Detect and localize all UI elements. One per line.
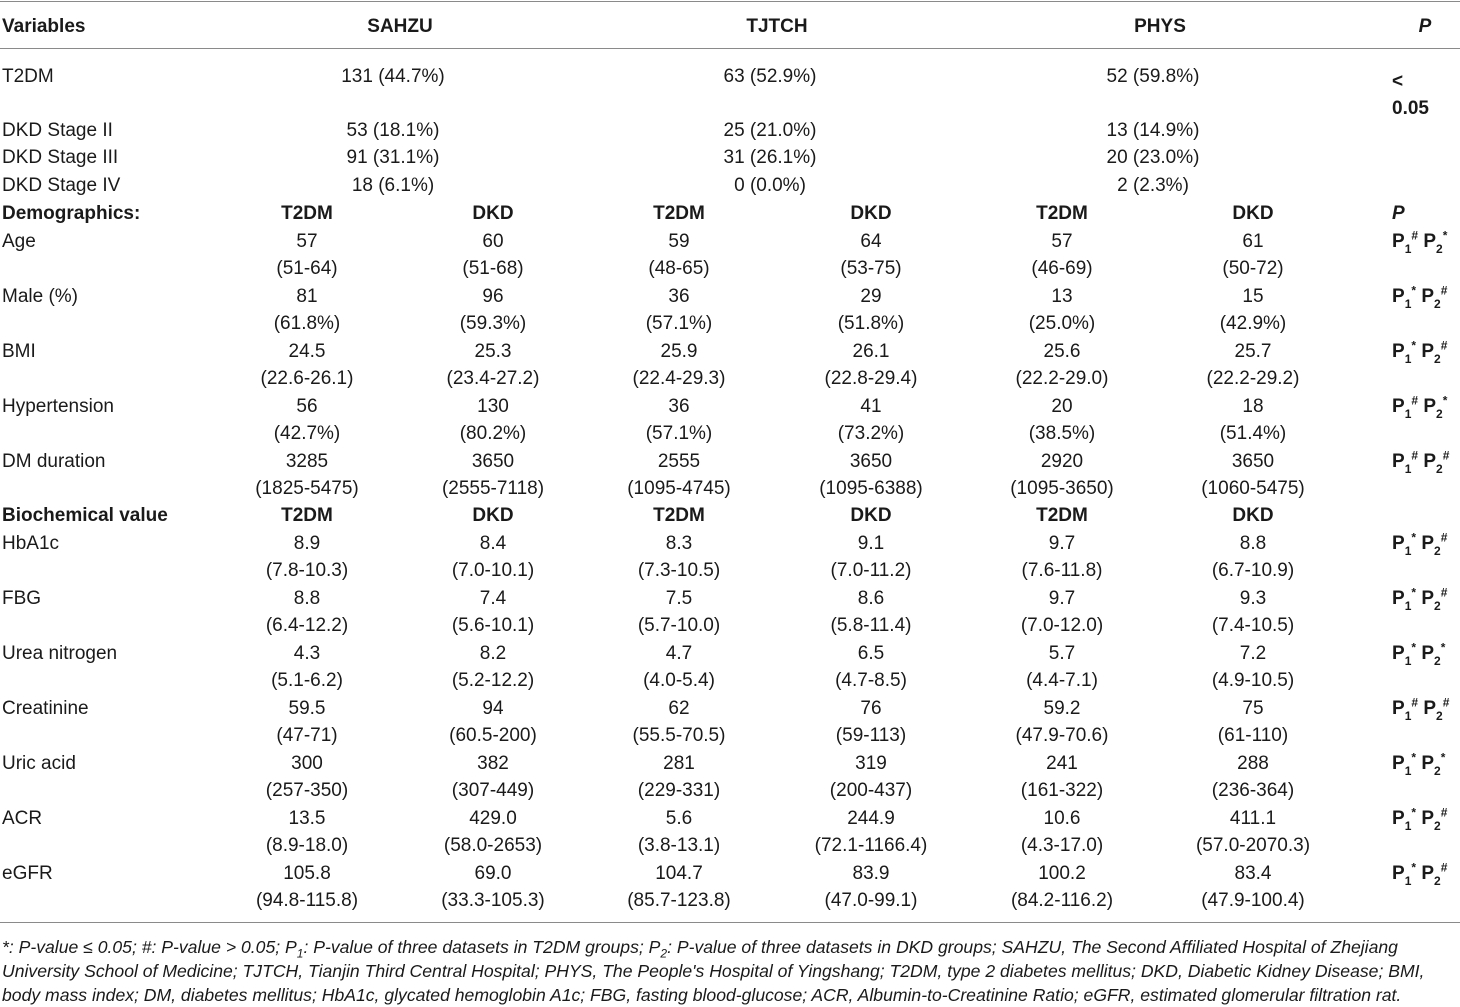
site-row-value: 53 (18.1%) xyxy=(346,120,440,141)
row-value: 8.2 xyxy=(479,642,507,664)
row-range: (4.7-8.5) xyxy=(835,670,907,691)
row-value: 300 xyxy=(291,752,323,774)
row-range: (47-71) xyxy=(276,725,338,746)
row-value: 7.2 xyxy=(1239,642,1267,664)
row-value: 36 xyxy=(668,395,690,417)
row-value: 130 xyxy=(477,395,509,417)
row-label: DM duration xyxy=(2,450,106,472)
row-range: (1095-6388) xyxy=(819,478,923,499)
row-range: (5.1-6.2) xyxy=(271,670,343,691)
row-value: 59.5 xyxy=(288,697,326,719)
row-range: (6.4-12.2) xyxy=(265,615,349,636)
row-value: 25.9 xyxy=(660,340,698,362)
row-range: (307-449) xyxy=(451,780,535,801)
site-row-value: 18 (6.1%) xyxy=(351,175,435,196)
row-label: eGFR xyxy=(2,862,53,884)
row-p-marks: $P_1^*$ $P_2^{\#}$ xyxy=(1392,530,1448,559)
row-range: (61.8%) xyxy=(273,313,341,334)
row-p-marks: $P_1^*$ $P_2^*$ xyxy=(1392,640,1446,669)
row-range: (4.9-10.5) xyxy=(1211,670,1295,691)
row-label: Hypertension xyxy=(2,395,114,417)
row-range: (59.3%) xyxy=(459,313,527,334)
row-value: 59.2 xyxy=(1043,697,1081,719)
row-range: (57.0-2070.3) xyxy=(1195,835,1311,856)
row-range: (50-72) xyxy=(1222,258,1284,279)
header-rule xyxy=(0,48,1460,49)
group-header: T2DM xyxy=(1036,505,1088,526)
row-range: (4.3-17.0) xyxy=(1020,835,1104,856)
row-range: (5.7-10.0) xyxy=(637,615,721,636)
row-range: (7.3-10.5) xyxy=(637,560,721,581)
row-value: 75 xyxy=(1242,697,1264,719)
row-value: 29 xyxy=(860,285,882,307)
header-site-phys: PHYS xyxy=(1134,16,1186,37)
site-row-value: 13 (14.9%) xyxy=(1106,120,1200,141)
site-row-label: DKD Stage IV xyxy=(2,175,121,196)
row-range: (22.2-29.2) xyxy=(1206,368,1300,389)
row-range: (25.0%) xyxy=(1028,313,1096,334)
row-range: (47.9-70.6) xyxy=(1015,725,1109,746)
row-label: ACR xyxy=(2,807,43,829)
site-row-label: T2DM xyxy=(2,66,54,87)
row-value: 7.5 xyxy=(665,587,693,609)
row-range: (33.3-105.3) xyxy=(441,890,545,911)
row-label: Uric acid xyxy=(2,752,76,774)
row-value: 81 xyxy=(296,285,318,307)
row-range: (47.0-99.1) xyxy=(824,890,918,911)
row-value: 2555 xyxy=(657,450,701,472)
row-p-marks: $P_1^*$ $P_2^{\#}$ xyxy=(1392,805,1448,834)
row-p-marks: $P_1^*$ $P_2^*$ xyxy=(1392,750,1446,779)
row-value: 8.3 xyxy=(665,532,693,554)
row-value: 18 xyxy=(1242,395,1264,417)
row-value: 60 xyxy=(482,230,504,252)
row-p-marks: $P_1^{\#}$ $P_2^{\#}$ xyxy=(1392,448,1450,477)
row-value: 13 xyxy=(1051,285,1073,307)
row-value: 105.8 xyxy=(283,862,331,884)
row-value: 20 xyxy=(1051,395,1073,417)
row-value: 13.5 xyxy=(288,807,326,829)
row-value: 6.5 xyxy=(857,642,885,664)
group-header: DKD xyxy=(1232,505,1274,526)
row-range: (72.1-1166.4) xyxy=(814,835,928,856)
row-range: (7.4-10.5) xyxy=(1211,615,1295,636)
row-value: 5.6 xyxy=(665,807,693,829)
row-label: Urea nitrogen xyxy=(2,642,118,664)
row-label: BMI xyxy=(2,340,36,362)
row-range: (5.6-10.1) xyxy=(451,615,535,636)
row-value: 4.3 xyxy=(293,642,321,664)
row-range: (23.4-27.2) xyxy=(446,368,540,389)
row-value: 15 xyxy=(1242,285,1264,307)
row-p-marks: $P_1^*$ $P_2^{\#}$ xyxy=(1392,338,1448,367)
row-value: 3285 xyxy=(285,450,329,472)
group-header: DKD xyxy=(850,203,892,224)
site-row-value: 52 (59.8%) xyxy=(1106,66,1200,87)
row-range: (51-64) xyxy=(276,258,338,279)
row-range: (5.8-11.4) xyxy=(830,615,912,636)
row-value: 64 xyxy=(860,230,882,252)
row-value: 4.7 xyxy=(665,642,693,664)
row-value: 62 xyxy=(668,697,690,719)
row-value: 3650 xyxy=(471,450,515,472)
site-row-value: 31 (26.1%) xyxy=(723,147,817,168)
row-value: 241 xyxy=(1046,752,1078,774)
row-value: 69.0 xyxy=(474,862,512,884)
row-value: 8.8 xyxy=(1239,532,1267,554)
table-footnote: *: P-value ≤ 0.05; #: P-value > 0.05; $P_1$: P-value of three datasets in T2DM groups; $P_2$: P-value of three datasets in DKD groups; SAHZU, The Second Affiliated Hospital of Zhejiang University School of Medicine; TJTCH, Tianjin Third Central Hospital; PHYS, The People's Hospital of Yingshang; T2DM, type 2 diabetes mellitus; DKD, Diabetic Kidney Disease; BMI, body mass index; DM, diabetes mellitus; HbA1c, glycated hemoglobin A1c; FBG, fasting blood-glucose; ACR, Albumin-to-Creatinine Ratio; eGFR, estimated glomerular filtration rat. xyxy=(2,937,1425,1005)
row-label: Creatinine xyxy=(2,697,89,719)
row-range: (22.4-29.3) xyxy=(632,368,726,389)
row-value: 36 xyxy=(668,285,690,307)
group-header: DKD xyxy=(472,203,514,224)
row-value: 83.9 xyxy=(852,862,890,884)
row-p-marks: $P_1^*$ $P_2^{\#}$ xyxy=(1392,860,1448,889)
row-value: 411.1 xyxy=(1229,807,1277,829)
row-value: 56 xyxy=(296,395,318,417)
group-header: T2DM xyxy=(281,203,333,224)
site-row-value: 25 (21.0%) xyxy=(723,120,817,141)
row-p-marks: $P_1^{\#}$ $P_2^*$ xyxy=(1392,393,1448,422)
row-label: Age xyxy=(2,230,36,252)
site-row-value: 91 (31.1%) xyxy=(346,147,440,168)
row-range: (94.8-115.8) xyxy=(255,890,359,911)
row-value: 96 xyxy=(482,285,504,307)
row-range: (1060-5475) xyxy=(1201,478,1305,499)
row-value: 8.6 xyxy=(857,587,885,609)
row-range: (257-350) xyxy=(265,780,349,801)
row-range: (59-113) xyxy=(835,725,907,746)
row-value: 319 xyxy=(855,752,887,774)
row-range: (57.1%) xyxy=(645,313,713,334)
site-row-label: DKD Stage III xyxy=(2,147,119,168)
row-range: (53-75) xyxy=(840,258,902,279)
site-row-value: 20 (23.0%) xyxy=(1106,147,1200,168)
row-value: 9.1 xyxy=(857,532,885,554)
row-label: FBG xyxy=(2,587,42,609)
row-value: 57 xyxy=(296,230,318,252)
header-site-sahzu: SAHZU xyxy=(367,16,433,37)
row-range: (46-69) xyxy=(1031,258,1093,279)
row-value: 8.9 xyxy=(293,532,321,554)
row-value: 244.9 xyxy=(847,807,895,829)
row-range: (85.7-123.8) xyxy=(627,890,731,911)
site-row-value: 0 (0.0%) xyxy=(734,175,806,196)
row-value: 61 xyxy=(1242,230,1264,252)
row-value: 8.4 xyxy=(479,532,507,554)
row-range: (8.9-18.0) xyxy=(265,835,349,856)
row-value: 57 xyxy=(1051,230,1073,252)
row-value: 25.7 xyxy=(1234,340,1272,362)
row-range: (7.6-11.8) xyxy=(1021,560,1103,581)
group-header: T2DM xyxy=(653,203,705,224)
row-value: 100.2 xyxy=(1038,862,1086,884)
row-range: (38.5%) xyxy=(1028,423,1096,444)
row-p-marks: $P_1^{\#}$ $P_2^{\#}$ xyxy=(1392,695,1450,724)
row-range: (48-65) xyxy=(648,258,710,279)
row-range: (3.8-13.1) xyxy=(637,835,721,856)
group-header: DKD xyxy=(1232,203,1274,224)
site-row-value: 2 (2.3%) xyxy=(1117,175,1189,196)
table-top-rule xyxy=(0,1,1460,2)
row-range: (57.1%) xyxy=(645,423,713,444)
row-range: (73.2%) xyxy=(837,423,905,444)
row-value: 7.4 xyxy=(479,587,507,609)
group-header: T2DM xyxy=(1036,203,1088,224)
section-title: Demographics: xyxy=(2,203,141,224)
row-range: (7.0-10.1) xyxy=(451,560,535,581)
row-range: (229-331) xyxy=(637,780,721,801)
row-value: 25.6 xyxy=(1043,340,1081,362)
row-value: 8.8 xyxy=(293,587,321,609)
row-range: (22.8-29.4) xyxy=(824,368,918,389)
row-range: (7.8-10.3) xyxy=(265,560,349,581)
row-range: (1095-3650) xyxy=(1010,478,1114,499)
row-value: 94 xyxy=(482,697,504,719)
row-range: (58.0-2653) xyxy=(443,835,543,856)
row-p-marks: $P_1^*$ $P_2^{\#}$ xyxy=(1392,585,1448,614)
header-p: P xyxy=(1418,16,1432,37)
table-bottom-rule xyxy=(0,922,1460,923)
row-range: (84.2-116.2) xyxy=(1010,890,1114,911)
row-range: (5.2-12.2) xyxy=(451,670,535,691)
row-range: (200-437) xyxy=(829,780,913,801)
row-value: 104.7 xyxy=(655,862,703,884)
row-range: (42.7%) xyxy=(273,423,341,444)
section-p-header: P xyxy=(1392,203,1405,224)
site-row-p: < 0.05 xyxy=(1392,71,1429,119)
row-range: (6.7-10.9) xyxy=(1211,560,1295,581)
row-range: (161-322) xyxy=(1020,780,1104,801)
row-value: 3650 xyxy=(849,450,893,472)
row-range: (1095-4745) xyxy=(627,478,731,499)
row-range: (7.0-12.0) xyxy=(1020,615,1104,636)
row-range: (51.8%) xyxy=(837,313,905,334)
site-row-value: 131 (44.7%) xyxy=(341,66,445,87)
header-site-tjtch: TJTCH xyxy=(746,16,808,37)
group-header: DKD xyxy=(850,505,892,526)
row-value: 9.7 xyxy=(1048,587,1076,609)
site-row-label: DKD Stage II xyxy=(2,120,113,141)
row-p-marks: $P_1^*$ $P_2^{\#}$ xyxy=(1392,283,1448,312)
row-value: 281 xyxy=(663,752,695,774)
row-range: (4.4-7.1) xyxy=(1026,670,1098,691)
row-range: (80.2%) xyxy=(459,423,527,444)
row-range: (42.9%) xyxy=(1219,313,1287,334)
row-value: 9.7 xyxy=(1048,532,1076,554)
row-range: (22.6-26.1) xyxy=(260,368,354,389)
row-range: (236-364) xyxy=(1211,780,1295,801)
row-value: 24.5 xyxy=(288,340,326,362)
row-range: (61-110) xyxy=(1217,725,1289,746)
row-range: (2555-7118) xyxy=(441,478,545,499)
row-range: (7.0-11.2) xyxy=(830,560,912,581)
row-value: 26.1 xyxy=(852,340,890,362)
row-value: 10.6 xyxy=(1043,807,1081,829)
row-value: 59 xyxy=(668,230,690,252)
row-range: (51.4%) xyxy=(1219,423,1287,444)
row-range: (60.5-200) xyxy=(449,725,537,746)
row-value: 5.7 xyxy=(1048,642,1076,664)
row-range: (47.9-100.4) xyxy=(1201,890,1305,911)
row-range: (4.0-5.4) xyxy=(643,670,715,691)
row-value: 3650 xyxy=(1231,450,1275,472)
row-range: (55.5-70.5) xyxy=(632,725,726,746)
group-header: T2DM xyxy=(653,505,705,526)
row-value: 2920 xyxy=(1040,450,1084,472)
row-label: Male (%) xyxy=(2,285,79,307)
row-range: (51-68) xyxy=(462,258,524,279)
row-value: 382 xyxy=(477,752,509,774)
section-title: Biochemical value xyxy=(2,505,168,526)
row-p-marks: $P_1^{\#}$ $P_2^*$ xyxy=(1392,228,1448,257)
row-range: (22.2-29.0) xyxy=(1015,368,1109,389)
row-value: 25.3 xyxy=(474,340,512,362)
row-value: 41 xyxy=(860,395,882,417)
site-row-value: 63 (52.9%) xyxy=(723,66,817,87)
group-header: DKD xyxy=(472,505,514,526)
row-value: 288 xyxy=(1237,752,1269,774)
header-variables: Variables xyxy=(2,16,86,37)
row-range: (1825-5475) xyxy=(255,478,359,499)
row-value: 83.4 xyxy=(1234,862,1272,884)
row-value: 429.0 xyxy=(469,807,517,829)
row-value: 76 xyxy=(860,697,882,719)
row-label: HbA1c xyxy=(2,532,60,554)
row-value: 9.3 xyxy=(1239,587,1267,609)
group-header: T2DM xyxy=(281,505,333,526)
